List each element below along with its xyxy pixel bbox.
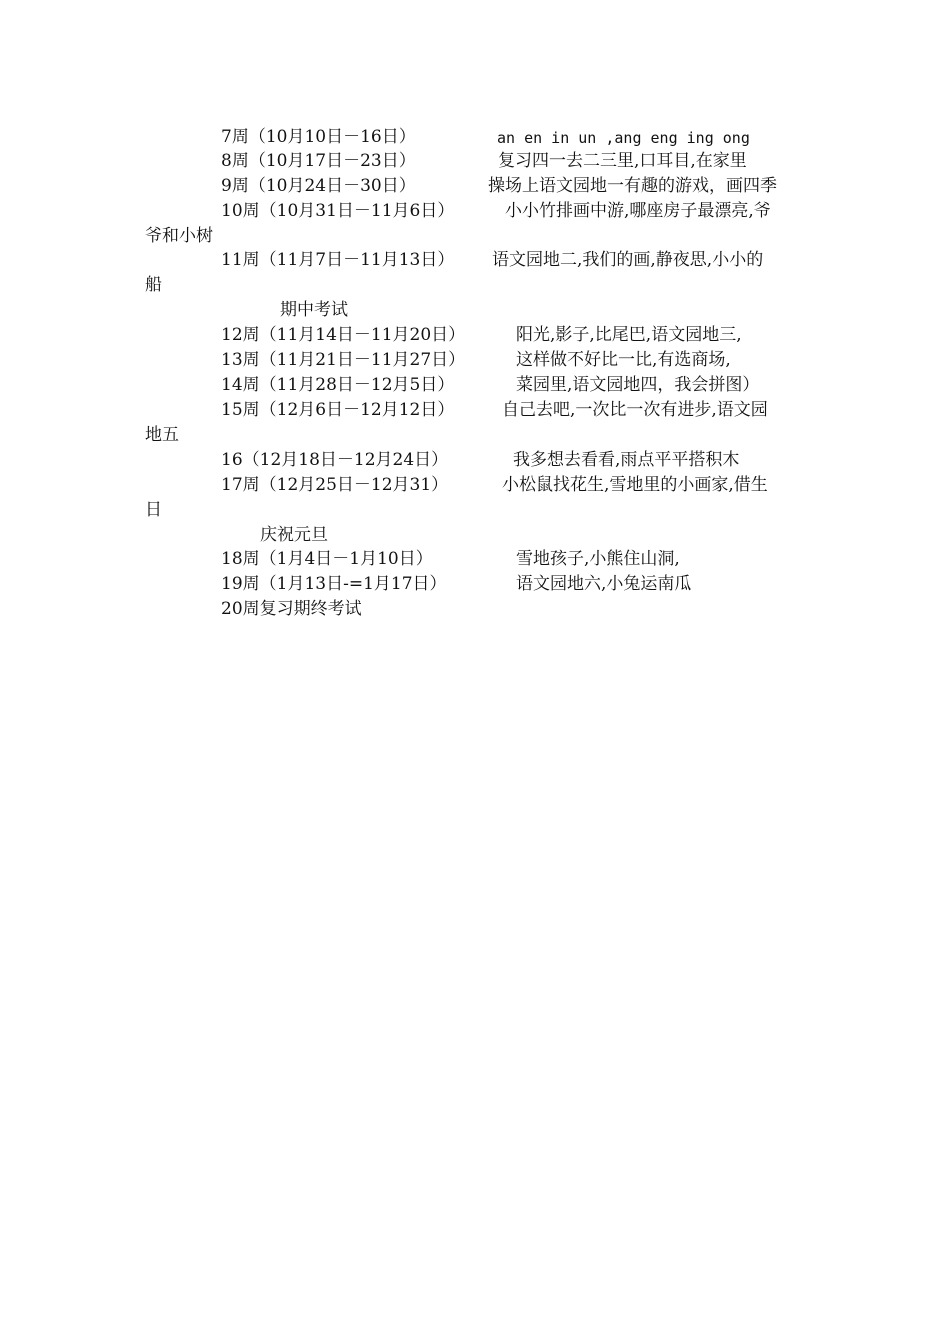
- week-9-content: 操场上语文园地一有趣的游戏，画四季: [488, 176, 777, 196]
- week-8-content: 复习四一去二三里,口耳目,在家里: [498, 151, 747, 171]
- week-10-dates: 10周（10月31日－11月6日）: [221, 201, 455, 221]
- week-15-dates: 15周（12月6日－12月12日）: [221, 400, 455, 420]
- week-14-dates: 14周（11月28日－12月5日）: [221, 375, 455, 395]
- week-18-dates: 18周（1月4日－1月10日）: [221, 549, 433, 569]
- week-19-dates: 19周（1月13日-=1月17日）: [221, 574, 447, 594]
- week-20-final-review: 20周复习期终考试: [221, 599, 362, 619]
- week-17-content-wrap: 日: [145, 500, 162, 520]
- week-11-content: 语文园地二,我们的画,静夜思,小小的: [492, 250, 764, 270]
- week-13-content: 这样做不好比一比,有选商场,: [516, 350, 731, 370]
- week-15-content: 自己去吧,一次比一次有进步,语文园: [502, 400, 768, 420]
- midterm-exam: 期中考试: [280, 300, 348, 320]
- week-8-dates: 8周（10月17日－23日）: [221, 151, 416, 171]
- week-17-dates: 17周（12月25日－12月31）: [221, 475, 449, 495]
- new-year-celebration: 庆祝元旦: [260, 525, 328, 545]
- week-9-dates: 9周（10月24日－30日）: [221, 176, 416, 196]
- week-11-content-wrap: 船: [145, 275, 162, 295]
- week-19-content: 语文园地六,小兔运南瓜: [516, 574, 692, 594]
- week-16-dates: 16（12月18日－12月24日）: [221, 450, 449, 470]
- week-10-content-wrap: 爷和小树: [145, 226, 213, 246]
- week-12-content: 阳光,影子,比尾巴,语文园地三,: [516, 325, 742, 345]
- week-10-content: 小小竹排画中游,哪座房子最漂亮,爷: [505, 201, 771, 221]
- week-17-content: 小松鼠找花生,雪地里的小画家,借生: [502, 475, 768, 495]
- week-7-dates: 7周（10月10日－16日）: [221, 127, 416, 147]
- week-16-content: 我多想去看看,雨点平平搭积木: [513, 450, 740, 470]
- week-14-content: 菜园里,语文园地四，我会拼图）: [516, 375, 760, 395]
- week-11-dates: 11周（11月7日－11月13日）: [221, 250, 455, 270]
- week-12-dates: 12周（11月14日－11月20日）: [221, 325, 466, 345]
- week-15-content-wrap: 地五: [145, 425, 179, 445]
- week-18-content: 雪地孩子,小熊住山洞,: [516, 549, 680, 569]
- week-7-content: an en in un ,ang eng ing ong: [497, 129, 750, 147]
- week-13-dates: 13周（11月21日－11月27日）: [221, 350, 466, 370]
